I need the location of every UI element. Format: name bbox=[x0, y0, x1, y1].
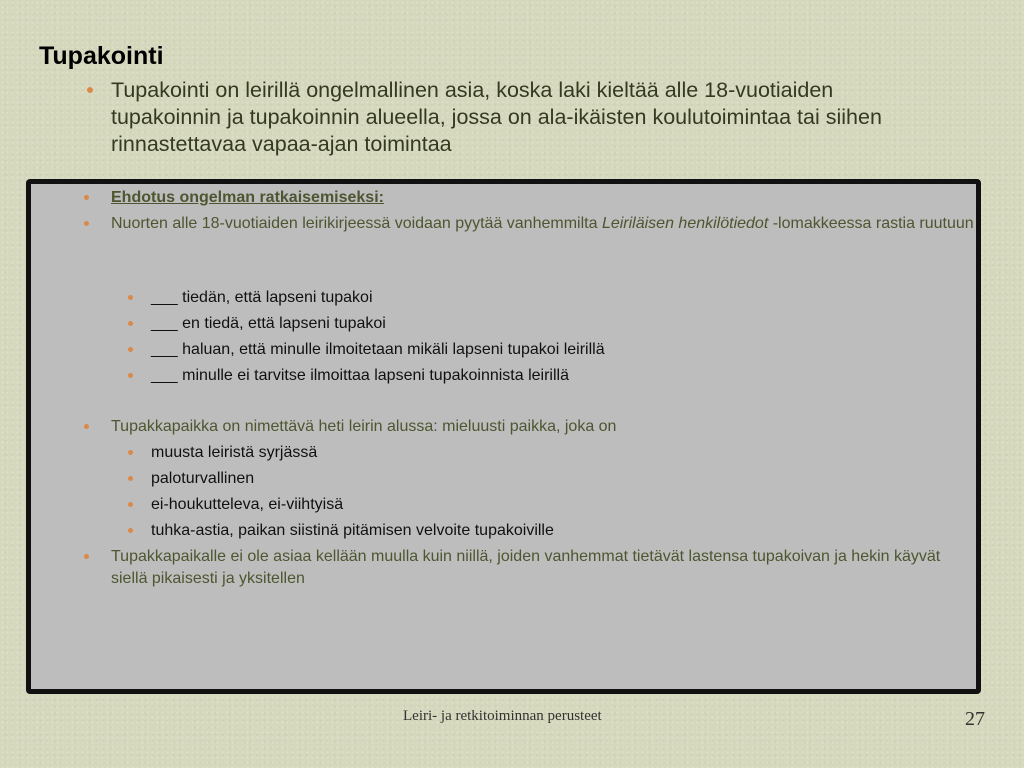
checkbox-option bbox=[151, 313, 971, 335]
checkbox-option-text: ___ tiedän, että lapseni tupakoi bbox=[151, 289, 373, 306]
bullet-icon bbox=[128, 321, 133, 326]
checkbox-option bbox=[151, 339, 971, 361]
bullet-icon bbox=[128, 295, 133, 300]
bullet-icon bbox=[84, 554, 89, 559]
proposal-heading: Ehdotus ongelman ratkaisemiseksi: bbox=[111, 189, 384, 206]
access-rule-item bbox=[111, 546, 981, 590]
slide-title: Tupakointi bbox=[39, 42, 164, 70]
page-number: 27 bbox=[965, 708, 985, 730]
place-criterion-text: muusta leiristä syrjässä bbox=[151, 444, 318, 461]
bullet-icon bbox=[87, 87, 93, 93]
place-criterion-text: paloturvallinen bbox=[151, 470, 255, 487]
parent-form-text-end: -lomakkeessa rastia ruutuun bbox=[768, 215, 974, 232]
checkbox-option-text: ___ en tiedä, että lapseni tupakoi bbox=[151, 315, 386, 332]
bullet-icon bbox=[128, 373, 133, 378]
smoking-place-item bbox=[111, 416, 981, 438]
checkbox-option bbox=[151, 365, 971, 387]
place-criterion bbox=[151, 494, 971, 516]
bullet-icon bbox=[128, 502, 133, 507]
parent-form-text: Nuorten alle 18-vuotiaiden leirikirjeessä voidaan pyytää vanhemmilta bbox=[111, 215, 602, 232]
checkbox-option bbox=[151, 287, 971, 309]
proposal-box bbox=[26, 179, 981, 694]
proposal-heading-item bbox=[111, 187, 981, 209]
place-criterion-text: tuhka-astia, paikan siistinä pitämisen velvoite tupakoiville bbox=[151, 522, 554, 539]
footer-text: Leiri- ja retkitoiminnan perusteet bbox=[403, 708, 602, 724]
place-criterion bbox=[151, 468, 971, 490]
place-criterion bbox=[151, 520, 971, 542]
bullet-icon bbox=[128, 450, 133, 455]
checkbox-option-text: ___ haluan, että minulle ilmoitetaan mikäli lapseni tupakoi leirillä bbox=[151, 341, 605, 358]
intro-text: Tupakointi on leirillä ongelmallinen asia, koska laki kieltää alle 18-vuotiaiden tupakoinnin ja tupakoinnin alueella, jossa on ala-ikäisten koulutoimintaa tai siihen rinnastettavaa vapaa-ajan toimintaa bbox=[111, 78, 882, 156]
bullet-icon bbox=[84, 221, 89, 226]
bullet-icon bbox=[84, 424, 89, 429]
bullet-icon bbox=[128, 528, 133, 533]
bullet-icon bbox=[128, 476, 133, 481]
form-name: Leiriläisen henkilötiedot bbox=[601, 215, 769, 232]
place-criterion-text: ei-houkutteleva, ei-viihtyisä bbox=[151, 496, 344, 513]
smoking-place-text: Tupakkapaikka on nimettävä heti leirin alussa: mieluusti paikka, joka on bbox=[111, 418, 617, 435]
parent-form-item bbox=[111, 213, 981, 235]
access-rule-text: Tupakkapaikalle ei ole asiaa kellään muulla kuin niillä, joiden vanhemmat tietävät lastensa tupakoivan ja hekin käyvät siellä pikaisesti ja yksitellen bbox=[111, 548, 941, 587]
bullet-icon bbox=[128, 347, 133, 352]
place-criterion bbox=[151, 442, 971, 464]
intro-bullet bbox=[111, 77, 901, 158]
checkbox-option-text: ___ minulle ei tarvitse ilmoittaa lapseni tupakoinnista leirillä bbox=[151, 367, 569, 384]
bullet-icon bbox=[84, 195, 89, 200]
